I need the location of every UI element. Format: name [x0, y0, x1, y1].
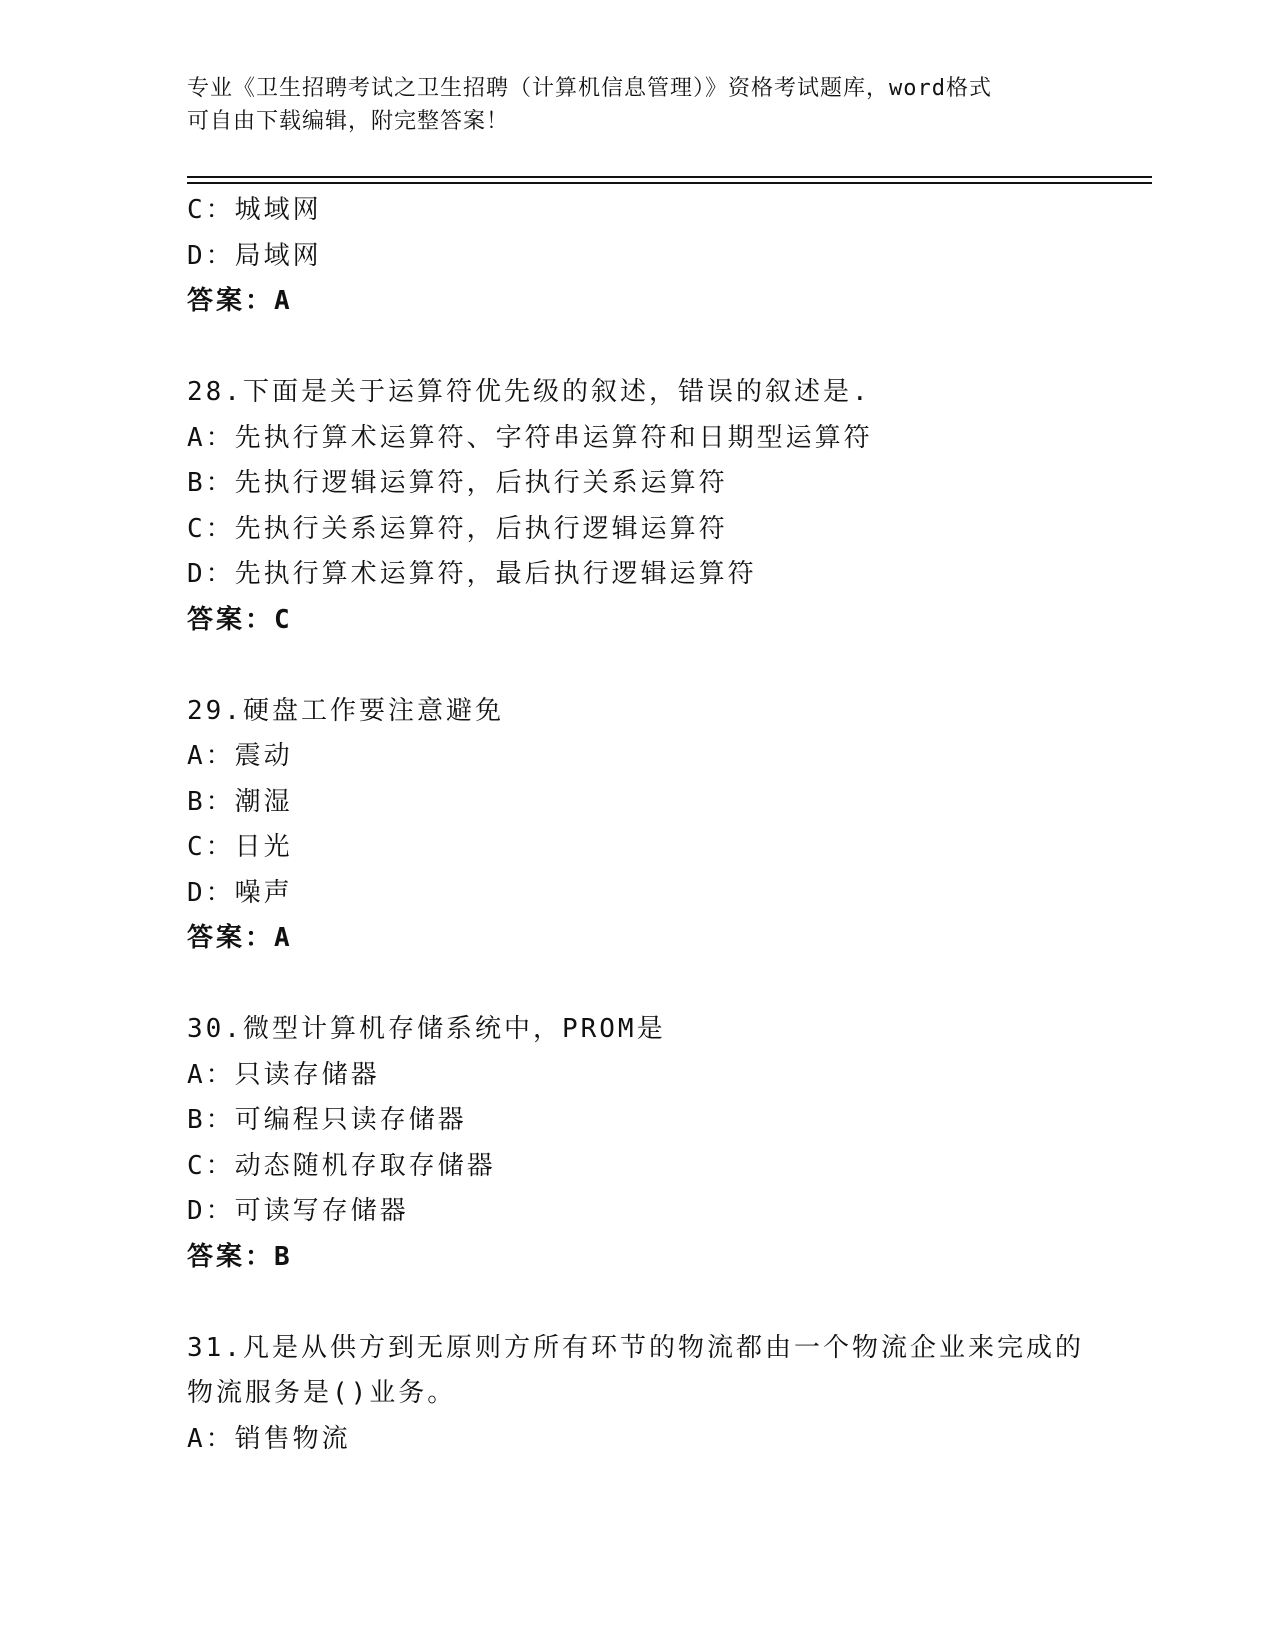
- question-text-line-1: 31.凡是从供方到无原则方所有环节的物流都由一个物流企业来完成的: [187, 1332, 1084, 1363]
- option-d: D：局域网: [187, 240, 322, 271]
- option-a: A：震动: [187, 741, 293, 771]
- option-c: C：日光: [187, 832, 293, 862]
- question-text: 29.硬盘工作要注意避免: [187, 695, 504, 726]
- spacer: [187, 325, 1087, 371]
- answer-line: 答案：A: [187, 286, 293, 316]
- option-a: A：销售物流: [187, 1423, 351, 1454]
- answer-line: 答案：C: [187, 604, 293, 635]
- answer-line: 答案：A: [187, 923, 293, 953]
- option-a: A：先执行算术运算符、字符串运算符和日期型运算符: [187, 422, 873, 453]
- option-d: D：噪声: [187, 877, 293, 908]
- option-c: C：先执行关系运算符，后执行逻辑运算符: [187, 513, 728, 544]
- question-block-prev: [187, 188, 1087, 325]
- option-d: D：可读写存储器: [187, 1196, 409, 1226]
- option-a: A：只读存储器: [187, 1059, 380, 1090]
- spacer: [187, 1280, 1087, 1326]
- question-text: 28.下面是关于运算符优先级的叙述，错误的叙述是.: [187, 377, 871, 407]
- question-list: [187, 188, 1087, 1462]
- option-b: B：先执行逻辑运算符，后执行关系运算符: [187, 468, 728, 498]
- header-line-2: 可自由下载编辑，附完整答案！: [187, 109, 510, 134]
- header-line-1: 专业《卫生招聘考试之卫生招聘（计算机信息管理）》资格考试题库，word格式: [187, 76, 992, 101]
- question-text-line-2: 物流服务是()业务。: [187, 1378, 457, 1408]
- question-text: 30.微型计算机存储系统中，PROM是: [187, 1014, 666, 1044]
- answer-line: 答案：B: [187, 1241, 293, 1272]
- option-c: C：动态随机存取存储器: [187, 1150, 496, 1181]
- option-c: C：城域网: [187, 195, 322, 225]
- spacer: [187, 962, 1087, 1008]
- header-divider-top: [187, 176, 1152, 178]
- document-header: [187, 72, 1077, 138]
- option-b: B：潮湿: [187, 786, 293, 817]
- option-d: D：先执行算术运算符，最后执行逻辑运算符: [187, 559, 757, 589]
- question-block-30: [187, 1007, 1087, 1280]
- question-block-28: [187, 370, 1087, 643]
- option-b: B：可编程只读存储器: [187, 1105, 467, 1135]
- spacer: [187, 643, 1087, 689]
- question-block-29: [187, 689, 1087, 962]
- header-divider-bottom: [187, 182, 1152, 184]
- question-block-31: [187, 1326, 1087, 1463]
